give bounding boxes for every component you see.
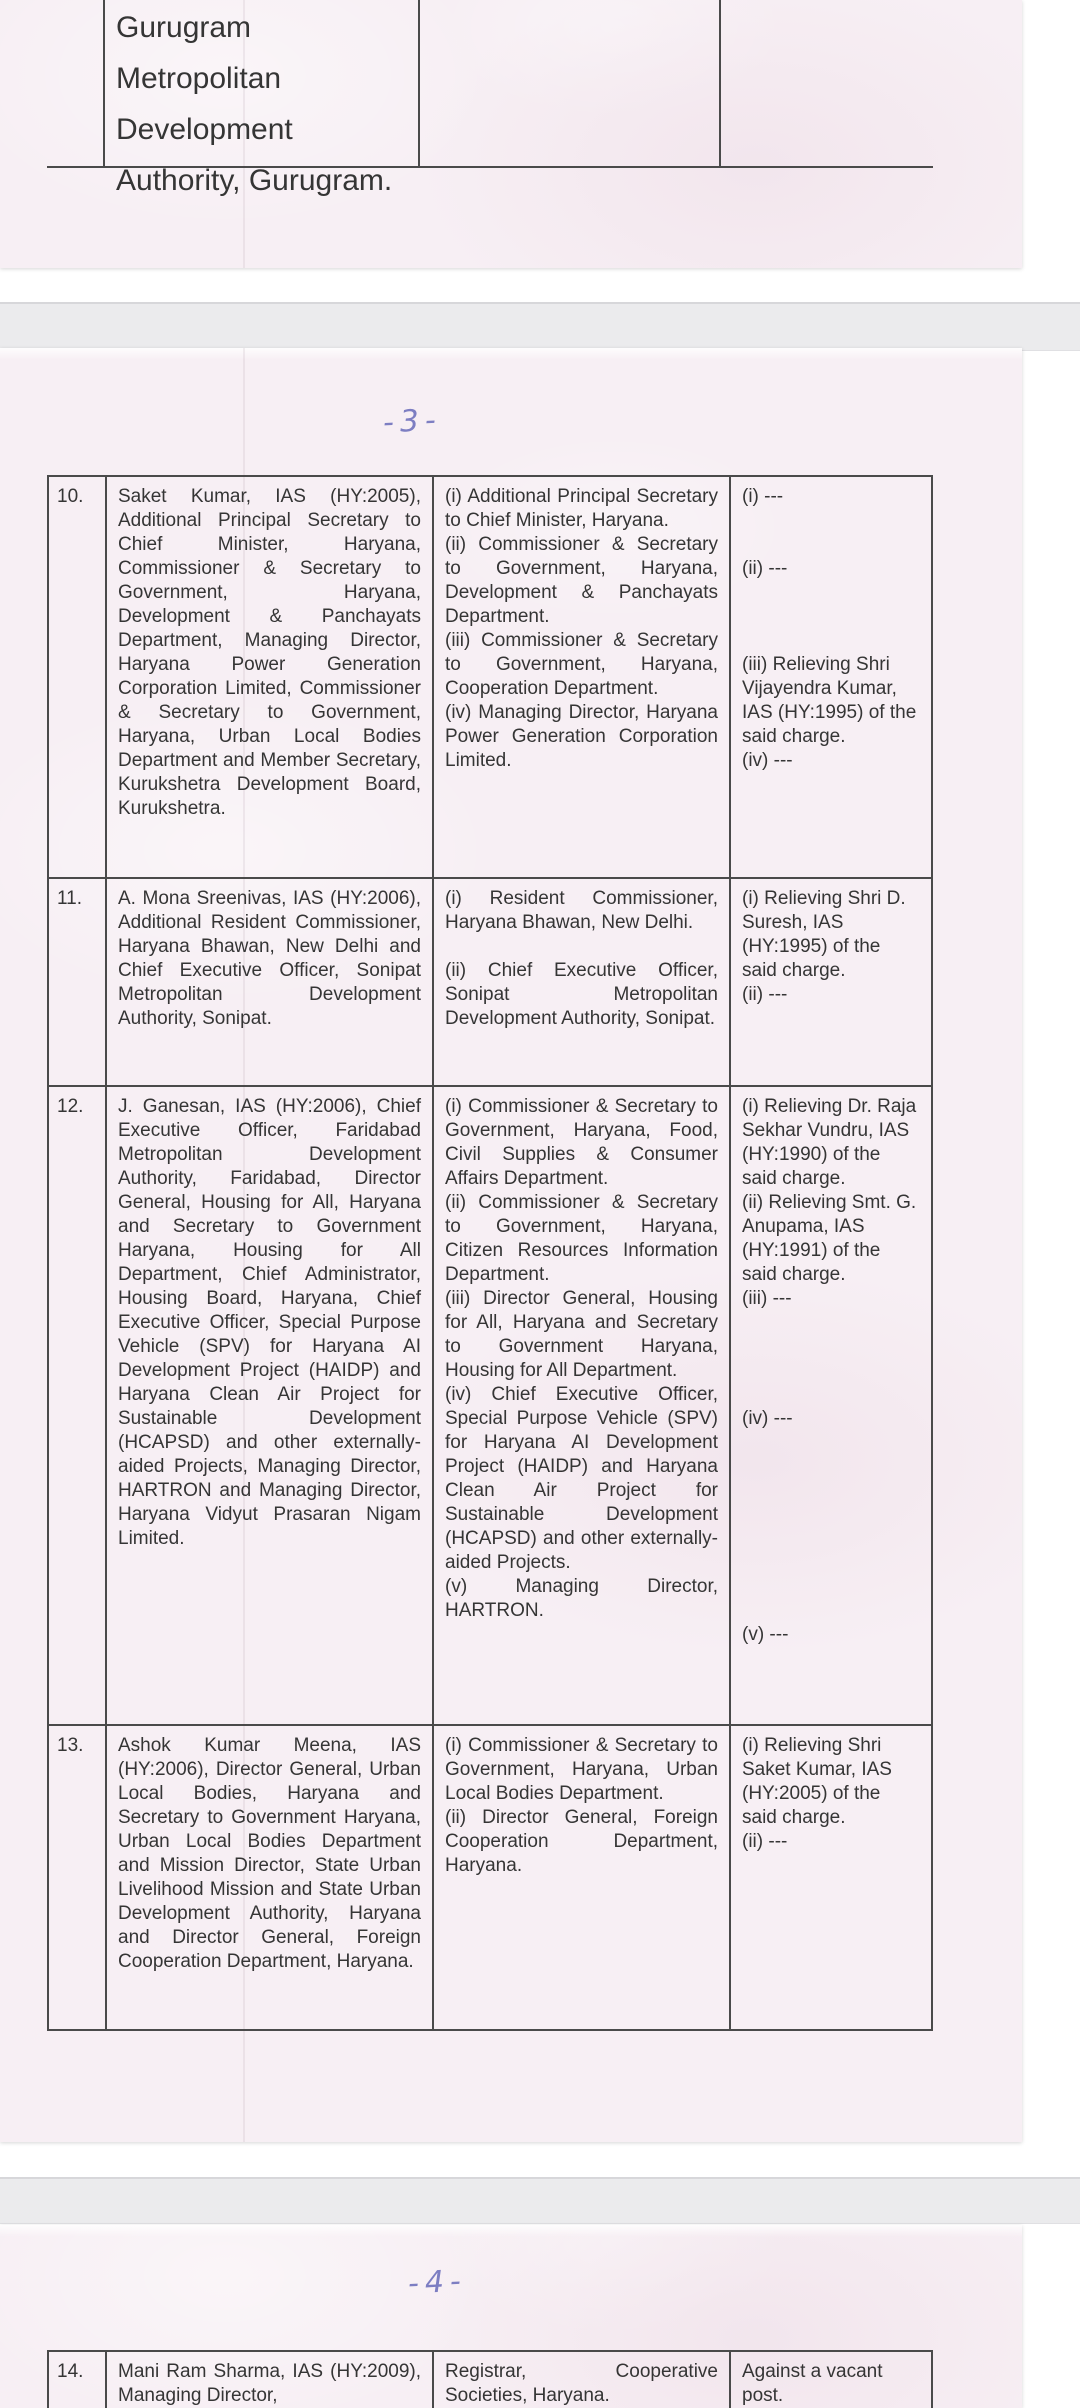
new-posting-item: (iv) Chief Executive Officer, Special Purpose Vehicle (SPV) for Haryana AI Development Project (HAIDP) and Haryana Clean Air Project for Sustainable Development (HCAPSD) and other externally-aided Projects. xyxy=(445,1384,718,1573)
remarks-cell xyxy=(731,2352,931,2408)
officer-present-posting-cell xyxy=(107,1087,434,1724)
handwritten-page-number: -4- xyxy=(407,2263,468,2302)
new-posting-cell xyxy=(434,477,731,877)
officer-present-posting-cell xyxy=(107,879,434,1085)
new-posting-cell xyxy=(434,879,731,1085)
table-row xyxy=(49,879,931,1087)
new-posting-item: (i) Commissioner & Secretary to Government, Haryana, Urban Local Bodies Department. xyxy=(445,1735,718,1804)
serial-number: 10. xyxy=(57,486,84,507)
officer-present-posting-text: A. Mona Sreenivas, IAS (HY:2006), Additional Resident Commissioner, Haryana Bhawan, New Delhi and Chief Executive Officer, Sonipat Metropolitan Development Authority, Sonipat. xyxy=(118,888,421,1029)
document-page-2-partial xyxy=(0,0,1022,268)
serial-number: 13. xyxy=(57,1735,84,1756)
new-posting-item: (v) Managing Director, HARTRON. xyxy=(445,1576,718,1621)
officer-present-posting-text: Saket Kumar, IAS (HY:2005), Additional Principal Secretary to Chief Minister, Haryana, Commissioner & Secretary to Government, Haryana, Development & Panchayats Department, Managing Director, Haryana Power Generation Corporation Limited, Commissioner & Secretary to Government, Haryana, Urban Local Bodies Department and Member Secretary, Kurukshetra Development Board, Kurukshetra. xyxy=(118,486,421,819)
serial-number-cell xyxy=(49,879,107,1085)
serial-number-cell xyxy=(47,0,105,166)
remarks-cell xyxy=(721,0,933,166)
remarks-cell xyxy=(731,879,931,1085)
new-posting-item: (i) Resident Commissioner, Haryana Bhawan, New Delhi. xyxy=(445,888,718,933)
serial-number: 14. xyxy=(57,2361,84,2382)
officer-present-posting-cell xyxy=(107,2352,434,2408)
remarks-item: (ii) --- xyxy=(742,984,788,1005)
officer-present-posting-cell xyxy=(107,477,434,877)
new-posting-cell xyxy=(434,2352,731,2408)
new-posting-item: (ii) Commissioner & Secretary to Government, Haryana, Development & Panchayats Department. xyxy=(445,534,718,627)
serial-number: 12. xyxy=(57,1096,84,1117)
officer-present-posting-text: J. Ganesan, IAS (HY:2006), Chief Executive Officer, Faridabad Metropolitan Development Authority, Faridabad, Director General, Housing for All, Haryana and Secretary to Government Haryana, Housing for All Department, Chief Administrator, Housing Board, Haryana, Chief Executive Officer, Special Purpose Vehicle (SPV) for Haryana AI Development Project (HAIDP) and Haryana Clean Air Project for Sustainable Development (HCAPSD) and other externally-aided Projects, Managing Director, HARTRON and Managing Director, Haryana Vidyut Prasaran Nigam Limited. xyxy=(118,1096,421,1549)
remarks-item: (v) --- xyxy=(742,1624,789,1645)
remarks-item: Against a vacant post. xyxy=(742,2361,883,2406)
document-page-4-partial xyxy=(0,2225,1022,2408)
transfer-table-page4 xyxy=(47,2350,933,2408)
officer-present-posting-text: Gurugram Metropolitan Development Authority, Gurugram. xyxy=(116,11,393,197)
serial-number-cell xyxy=(49,477,107,877)
new-posting-item: (i) Commissioner & Secretary to Government, Haryana, Food, Civil Supplies & Consumer Affairs Department. xyxy=(445,1096,718,1189)
serial-number-cell xyxy=(49,2352,107,2408)
officer-present-posting-text: Mani Ram Sharma, IAS (HY:2009), Managing Director, xyxy=(118,2361,421,2406)
remarks-item: (iii) Relieving Shri Vijayendra Kumar, IAS (HY:1995) of the said charge. xyxy=(742,654,917,747)
remarks-item: (iv) --- xyxy=(742,750,793,771)
transfer-table-page2 xyxy=(47,0,933,197)
new-posting-cell xyxy=(434,1087,731,1724)
new-posting-item: Registrar, Cooperative Societies, Haryana. xyxy=(445,2361,718,2406)
table-row xyxy=(49,477,931,879)
serial-number: 11. xyxy=(57,888,83,909)
officer-present-posting-cell xyxy=(105,0,420,197)
new-posting-item: (ii) Commissioner & Secretary to Government, Haryana, Citizen Resources Information Department. xyxy=(445,1192,718,1285)
remarks-item: (i) Relieving Dr. Raja Sekhar Vundru, IAS (HY:1990) of the said charge. xyxy=(742,1096,917,1189)
remarks-item: (i) --- xyxy=(742,486,784,507)
remarks-item: (ii) --- xyxy=(742,558,788,579)
document-page-3 xyxy=(0,348,1022,2142)
page-separator xyxy=(0,302,1080,351)
table-row xyxy=(49,1087,931,1726)
new-posting-item: (ii) Chief Executive Officer, Sonipat Metropolitan Development Authority, Sonipat. xyxy=(445,960,718,1029)
new-posting-item: (iii) Commissioner & Secretary to Government, Haryana, Cooperation Department. xyxy=(445,630,718,699)
handwritten-page-number: -3- xyxy=(382,402,443,441)
remarks-cell xyxy=(731,1087,931,1724)
remarks-item: (i) Relieving Shri D. Suresh, IAS (HY:1995) of the said charge. xyxy=(742,888,906,981)
remarks-cell xyxy=(731,477,931,877)
remarks-item: (ii) Relieving Smt. G. Anupama, IAS (HY:1991) of the said charge. xyxy=(742,1192,917,1285)
new-posting-item: (i) Additional Principal Secretary to Chief Minister, Haryana. xyxy=(445,486,718,531)
officer-present-posting-cell xyxy=(107,1726,434,2029)
serial-number-cell xyxy=(49,1087,107,1724)
remarks-item: (i) Relieving Shri Saket Kumar, IAS (HY:2005) of the said charge. xyxy=(742,1735,892,1828)
new-posting-item: (ii) Director General, Foreign Cooperation Department, Haryana. xyxy=(445,1807,718,1876)
remarks-item: (ii) --- xyxy=(742,1831,788,1852)
remarks-cell xyxy=(731,1726,931,2029)
officer-present-posting-text: Ashok Kumar Meena, IAS (HY:2006), Director General, Urban Local Bodies, Haryana and Secretary to Government Haryana, Urban Local Bodies Department and Mission Director, State Urban Livelihood Mission and State Urban Development Authority, Haryana and Director General, Foreign Cooperation Department, Haryana. xyxy=(118,1735,421,1972)
table-row xyxy=(49,2352,931,2408)
table-row xyxy=(47,0,933,197)
serial-number-cell xyxy=(49,1726,107,2029)
new-posting-cell xyxy=(434,1726,731,2029)
table-row xyxy=(49,1726,931,2029)
new-posting-item: (iv) Managing Director, Haryana Power Generation Corporation Limited. xyxy=(445,702,718,771)
transfer-table-page3 xyxy=(47,475,933,2031)
new-posting-cell xyxy=(420,0,721,166)
remarks-item: (iii) --- xyxy=(742,1288,792,1309)
page-separator xyxy=(0,2177,1080,2224)
remarks-item: (iv) --- xyxy=(742,1408,793,1429)
new-posting-item: (iii) Director General, Housing for All, Haryana and Secretary to Government Haryana, Housing for All Department. xyxy=(445,1288,718,1381)
